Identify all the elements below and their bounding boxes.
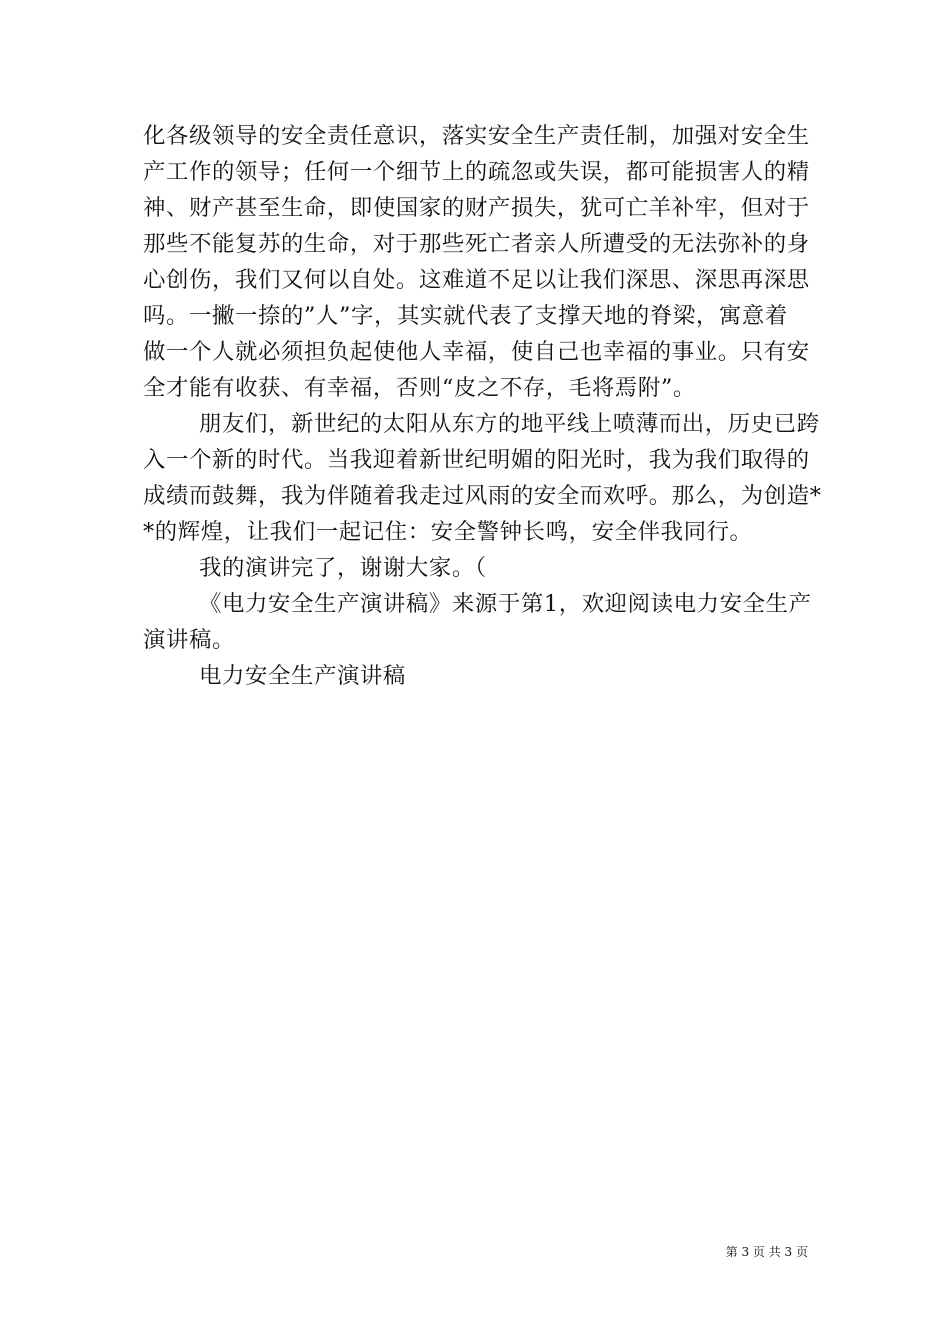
text-line: 我的演讲完了，谢谢大家。（ (199, 555, 487, 581)
text-line: 神、财产甚至生命，即使国家的财产损失，犹可亡羊补牢，但对于 (143, 195, 810, 221)
text-line: 入一个新的时代。当我迎着新世纪明媚的阳光时，我为我们取得的 (143, 447, 810, 473)
page-number-footer: 第 3 页 共 3 页 (725, 1245, 808, 1259)
text-line: 电力安全生产演讲稿 (199, 663, 406, 689)
text-line: 成绩而鼓舞，我为伴随着我走过风雨的安全而欢呼。那么，为创造* (143, 483, 822, 509)
text-line: 《电力安全生产演讲稿》来源于第1，欢迎阅读电力安全生产 (199, 591, 812, 617)
text-line: 化各级领导的安全责任意识，落实安全生产责任制，加强对安全生 (143, 123, 810, 149)
document-body (143, 118, 822, 694)
text-line: 朋友们，新世纪的太阳从东方的地平线上喷薄而出，历史已跨 (199, 411, 820, 437)
paragraph-5 (143, 658, 809, 694)
paragraph-1 (143, 118, 809, 406)
text-line: 做一个人就必须担负起使他人幸福，使自己也幸福的事业。只有安 (143, 339, 810, 365)
text-line: 那些不能复苏的生命，对于那些死亡者亲人所遭受的无法弥补的身 (143, 231, 810, 257)
text-line: *的辉煌，让我们一起记住：安全警钟长鸣，安全伴我同行。 (143, 519, 753, 545)
paragraph-3 (143, 550, 809, 586)
text-line: 产工作的领导；任何一个细节上的疏忽或失误，都可能损害人的精 (143, 159, 810, 185)
text-line: 吗。一撇一捺的”人”字，其实就代表了支撑天地的脊梁，寓意着 (143, 303, 788, 329)
text-line: 全才能有收获、有幸福，否则“皮之不存，毛将焉附”。 (143, 375, 696, 401)
paragraph-2 (143, 406, 822, 550)
text-line: 心创伤，我们又何以自处。这难道不足以让我们深思、深思再深思 (143, 267, 810, 293)
paragraph-4 (143, 586, 812, 658)
text-line: 演讲稿。 (143, 627, 235, 653)
